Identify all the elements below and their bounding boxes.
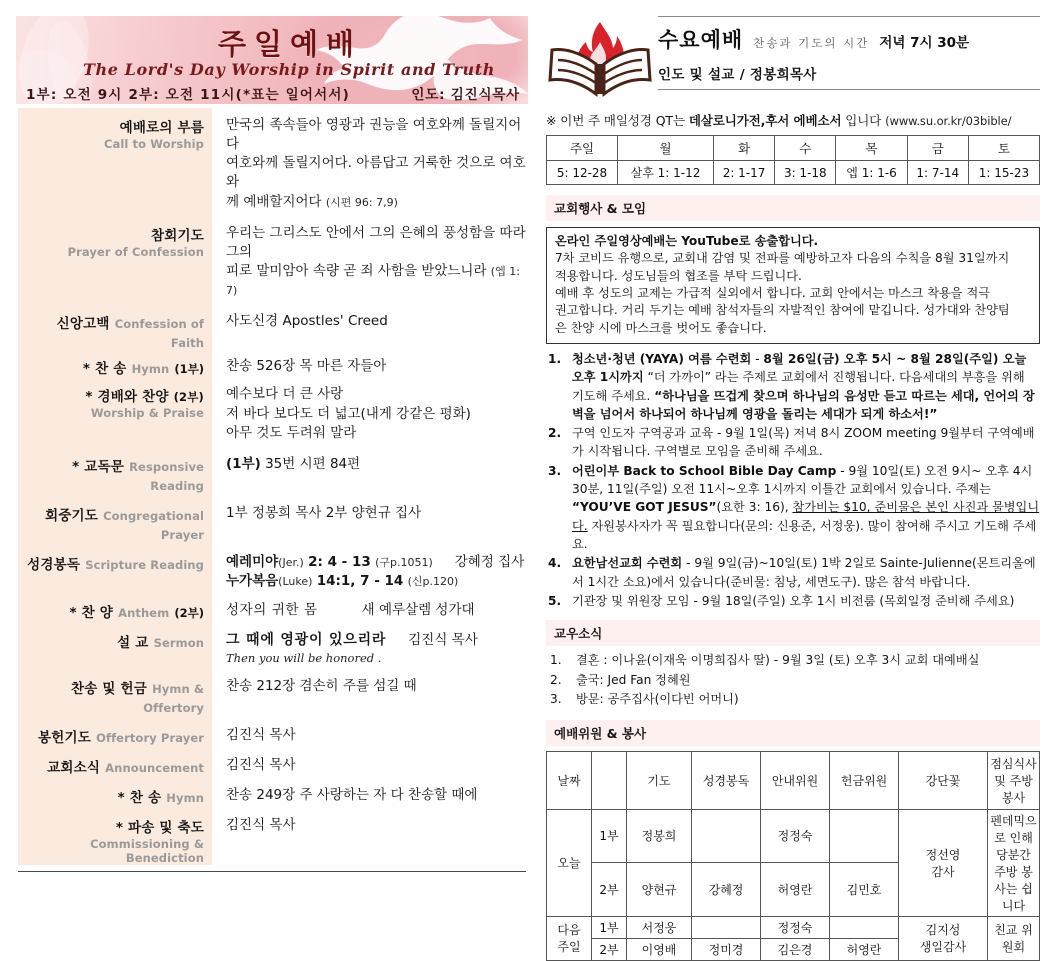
order-row xyxy=(16,776,528,806)
section-header-staff: 예배위원 & 봉사 xyxy=(546,720,1040,746)
order-label: 예배로의 부름 Call to Worship xyxy=(103,120,204,151)
cell-line: 친교 위원회 xyxy=(994,923,1033,955)
cell-line: 생일감사 xyxy=(919,940,967,955)
qt-prefix: ※ 이번 주 매일성경 QT는 xyxy=(546,113,689,128)
wednesday-title: 수요예배 xyxy=(658,28,744,52)
daily-qt-line xyxy=(546,111,1040,129)
section-header-member-news: 교우소식 xyxy=(546,620,1040,646)
order-value-line: 우리는 그리스도 안에서 그의 은혜의 풍성함을 따라 그의 xyxy=(226,224,526,260)
order-label: 찬송 및 헌금 Hymn & Offertory xyxy=(70,681,204,716)
table-cell: 3: 1-18 xyxy=(775,161,836,185)
table-cell: 허영란 xyxy=(761,863,830,917)
order-value-line: 1부 정봉희 목사 2부 양현규 집사 xyxy=(226,504,422,521)
table-cell: 강단꽃 xyxy=(899,751,988,809)
notice-line: 예배 후 성도의 교제는 가급적 실외에서 합니다. 교회 안에서는 마스크 착용을 적극 xyxy=(555,285,991,300)
table-cell: 1: 15-23 xyxy=(968,161,1039,185)
list-item: 방문: 공주집사(이다빈 어머니) xyxy=(576,692,739,707)
table-cell: 허영란 xyxy=(830,938,899,960)
notice-line: 은 찬양 시에 마스크를 벗어도 좋습니다. xyxy=(555,320,767,335)
order-label: * 교독문 Responsive Reading xyxy=(72,458,204,493)
order-value-line: 찬송 526장 목 마른 자들아 xyxy=(226,358,387,375)
order-of-worship xyxy=(16,108,528,865)
table-row xyxy=(547,161,1040,185)
table-cell: 날짜 xyxy=(547,751,592,809)
notice-line: 적용합니다. 성도님들의 협조를 부탁 드립니다. xyxy=(555,268,802,283)
order-label: 성경봉독 Scripture Reading xyxy=(27,556,204,573)
cell-line: 펜데믹으로 인해 당분간 xyxy=(990,813,1037,862)
table-cell: 정정숙 xyxy=(761,916,830,938)
order-value xyxy=(212,756,528,775)
order-value-line: 김진식 목사 xyxy=(226,817,296,834)
table-cell: 점심식사 및 주방봉사 xyxy=(988,751,1040,809)
order-bottom-divider xyxy=(18,871,526,872)
table-cell: 김은경 xyxy=(761,938,830,960)
table-cell xyxy=(830,916,899,938)
qt-suffix: 입니다 xyxy=(841,113,886,128)
order-value xyxy=(212,504,528,523)
order-value-line: 만국의 족속들아 영광과 권능을 여호와께 돌릴지어다 xyxy=(226,117,522,153)
order-value xyxy=(212,816,528,835)
cell-line: 주일 xyxy=(557,940,581,955)
table-cell: 정봉희 xyxy=(627,809,692,863)
announcement-list xyxy=(546,350,1040,610)
cell-line: 정선영 xyxy=(925,847,961,862)
order-value-line: 예레미야(Jer.) 2: 4 - 13 (구p.1051) 강혜정 집사 xyxy=(226,553,525,570)
order-label: 설 교 Sermon xyxy=(117,635,204,652)
order-value-line: 예수보다 더 큰 사랑 xyxy=(226,386,344,403)
table-cell: 강혜정 xyxy=(692,863,761,917)
service-leader: 인도: 김진식목사 xyxy=(411,87,520,103)
order-value-line: 저 바다 보다도 더 넓고(내게 강같은 평화) xyxy=(226,405,471,422)
order-value xyxy=(212,553,528,591)
order-value xyxy=(212,601,528,620)
list-item: 요한남선교회 수련회 - 9월 9일(금)~10일(토) 1박 2일로 Sainte-Julienne(몬트리올에서 1시간 소요)에서 있습니다(준비물: 침낭, 세면도구). 많은 참석 바랍니다. xyxy=(572,556,1036,589)
table-cell: 목 xyxy=(836,136,907,161)
order-label: 회중기도 Congregational Prayer xyxy=(45,507,204,542)
table-cell xyxy=(988,916,1040,960)
table-cell: 1: 7-14 xyxy=(907,161,968,185)
order-row xyxy=(16,716,528,746)
order-rows xyxy=(16,108,528,865)
order-label: 봉헌기도 Offertory Prayer xyxy=(38,730,204,747)
cell-line: 김지성 xyxy=(925,923,961,938)
table-header-row xyxy=(547,751,1040,809)
order-value-line: 김진식 목사 xyxy=(226,727,296,744)
member-news-list xyxy=(546,651,1040,710)
table-cell: 안내위원 xyxy=(761,751,830,809)
wednesday-title-row xyxy=(658,16,1040,54)
order-row xyxy=(16,543,528,591)
table-cell: 성경봉독 xyxy=(692,751,761,809)
table-cell xyxy=(899,916,988,960)
cell-line: 오늘 xyxy=(557,856,581,871)
order-row xyxy=(16,494,528,543)
qt-books: 데살로니가전,후서 에베소서 xyxy=(688,113,842,128)
table-cell: 1부 xyxy=(592,916,627,938)
table-cell xyxy=(899,809,988,916)
table-cell: 2부 xyxy=(592,863,627,917)
service-times-row xyxy=(26,83,520,103)
table-cell: 김민호 xyxy=(830,863,899,917)
order-row xyxy=(16,300,528,351)
notice-line: 권고합니다. 거리 두기는 예배 참석자들의 자발적인 참여에 맡깁니다. 성가대와 찬양팀 xyxy=(555,303,1010,318)
order-label: * 찬 송 Hymn (1부) xyxy=(82,361,204,378)
sunday-title-ko: 주일예배 xyxy=(217,27,363,61)
order-value-line: 김진식 목사 xyxy=(226,757,296,774)
table-cell: 엡 1: 1-6 xyxy=(836,161,907,185)
notice-line: 7차 코비드 유행으로, 교회내 감염 및 전파를 예방하고자 다음의 수칙을 8월 31일까지 xyxy=(555,251,1010,266)
table-cell xyxy=(692,916,761,938)
table-cell: 기도 xyxy=(627,751,692,809)
table-cell xyxy=(692,809,761,863)
table-cell: 월 xyxy=(618,136,714,161)
list-item: 결혼 : 이나윤(이재욱 이명희집사 딸) - 9월 3일 (토) 오후 3시 교회 대예배실 xyxy=(576,653,980,668)
order-row xyxy=(16,746,528,776)
order-row xyxy=(16,621,528,665)
bible-reading-table xyxy=(546,135,1040,185)
order-row xyxy=(16,591,528,621)
order-value-line: (1부) 35번 시편 84편 xyxy=(226,455,361,472)
table-cell: 2: 1-17 xyxy=(713,161,774,185)
table-cell xyxy=(988,809,1040,916)
order-label: 신앙고백 Confession of Faith xyxy=(56,316,204,351)
table-cell xyxy=(592,751,627,809)
order-value xyxy=(212,786,528,805)
wednesday-preacher: 인도 및 설교 / 정봉희목사 xyxy=(658,63,1040,90)
covid-notice-box xyxy=(546,227,1040,344)
notice-body xyxy=(555,250,1031,337)
order-row xyxy=(16,665,528,716)
sunday-worship-column xyxy=(16,16,528,866)
order-value xyxy=(212,224,528,301)
order-value xyxy=(212,312,528,331)
table-cell: 서정웅 xyxy=(627,916,692,938)
list-item: 구역 인도자 구역공과 교육 - 9월 1일(목) 저녁 8시 ZOOM meeting 9월부터 구역예배가 시작됩니다. 구역별로 모임을 준비해 주세요. xyxy=(572,426,1035,459)
qt-url[interactable]: (www.su.or.kr/03bible/ xyxy=(885,114,1012,128)
order-value xyxy=(212,385,528,442)
service-times: 1부: 오전 9시 2부: 오전 11시(*표는 일어서서) xyxy=(26,87,350,103)
table-cell: 헌금위원 xyxy=(830,751,899,809)
order-value xyxy=(212,677,528,696)
table-cell: 이영배 xyxy=(627,938,692,960)
order-label: * 경배와 찬양 (2부) Worship & Praise xyxy=(85,389,204,421)
order-value xyxy=(212,116,528,212)
table-row xyxy=(547,136,1040,161)
order-value-line: 여호와께 돌릴지어다. 아름답고 거룩한 것으로 여호와 xyxy=(226,155,526,191)
order-value-line: 성자의 귀한 몸 새 예루살렘 성가대 xyxy=(226,602,475,619)
order-row xyxy=(16,351,528,377)
table-row xyxy=(547,916,1040,938)
order-label: 교회소식 Announcement xyxy=(47,760,204,777)
sunday-banner xyxy=(16,16,528,104)
order-label: * 찬 양 Anthem (2부) xyxy=(69,605,204,622)
section-header-events: 교회행사 & 모임 xyxy=(546,195,1040,221)
list-item: 청소년·청년 (YAYA) 여름 수련회 - 8월 26일(금) 오후 5시 ~ 8월 28일(주일) 오늘 오후 1시까지 “더 가까이” 라는 주제로 교회에서 진행됩니다. 다음세대의 부흥을 위해 기도해 주세요. “하나님을 뜨겁게 찾으며 하나님의 음성만 듣고 따르는 세대, 언어의 장벽을 넘어서 하나되어 하나님께 영광을 돌리는 세대가 되게 하소서!” xyxy=(572,351,1035,421)
order-label: * 찬 송 Hymn xyxy=(117,790,204,807)
list-item: 출국: Jed Fan 정혜원 xyxy=(576,672,691,687)
sunday-title-en: The Lord's Day Worship in Spirit and Truth xyxy=(82,60,495,79)
table-cell: 수 xyxy=(775,136,836,161)
table-cell: 정미경 xyxy=(692,938,761,960)
order-value xyxy=(212,631,528,665)
cell-line: 다음 xyxy=(557,923,581,938)
order-label: 참회기도 Prayer of Confession xyxy=(67,227,204,259)
table-cell: 주일 xyxy=(547,136,618,161)
flame-over-open-book-icon xyxy=(546,16,654,100)
order-value-line: 찬송 212장 겸손히 주를 섬길 때 xyxy=(226,678,417,695)
order-value-line: 그 때에 영광이 있으리라 김진식 목사 xyxy=(226,632,478,649)
table-row xyxy=(547,809,1040,863)
order-value-line: 께 예배할지어다 (시편 96: 7,9) xyxy=(226,193,398,210)
order-value-line: 찬송 249장 주 사랑하는 자 다 찬송할 때에 xyxy=(226,787,478,804)
wednesday-subtitle: 찬송과 기도의 시간 xyxy=(753,36,870,50)
order-value-line: 피로 말미암아 속량 곧 죄 사함을 받았느니라 (엡 1: 7) xyxy=(226,263,520,298)
order-row xyxy=(16,443,528,494)
order-label: * 파송 및 축도 Commissioning & Benediction xyxy=(90,820,204,866)
wednesday-time: 저녁 7시 30분 xyxy=(879,35,970,51)
cell-line: 주방 봉사는 쉽니다 xyxy=(994,864,1033,913)
list-item: 기관장 및 위원장 모임 - 9월 18일(주일) 오후 1시 비전룸 (목회일정 준비해 주세요) xyxy=(572,593,1015,608)
order-row xyxy=(16,377,528,442)
order-row xyxy=(16,212,528,301)
cell-line: 감사 xyxy=(931,864,955,879)
table-cell xyxy=(830,809,899,863)
list-item: 어린이부 Back to School Bible Day Camp - 9월 10일(토) 오전 9시~ 오후 4시 30분, 11일(주일) 오전 11시~오후 1시까지 이틀간 교회에서 있습니다. 주제는 “YOU’VE GOT JESUS”(요한 3: 16), 참가비는 $10, 준비물은 본인 사진과 물병입니다. 자원봉사자가 꼭 필요합니다(문의: 신용준, 서정웅). 많이 참여해 주시고 기도해 주세요. xyxy=(572,463,1040,551)
table-cell: 토 xyxy=(968,136,1039,161)
table-cell: 양현규 xyxy=(627,863,692,917)
order-row xyxy=(16,806,528,865)
table-cell: 5: 12-28 xyxy=(547,161,618,185)
order-value xyxy=(212,455,528,474)
order-value-subline: Then you will be honored . xyxy=(226,651,382,666)
table-cell xyxy=(547,809,592,916)
table-cell xyxy=(547,916,592,960)
order-value-line: 아무 것도 두려워 말라 xyxy=(226,424,357,441)
table-cell: 1부 xyxy=(592,809,627,863)
order-value xyxy=(212,357,528,376)
table-cell: 화 xyxy=(713,136,774,161)
notice-title: 온라인 주일영상예배는 YouTube로 송출합니다. xyxy=(555,234,819,248)
wednesday-and-news-column xyxy=(546,16,1040,961)
order-value-line: 누가복음(Luke) 14:1, 7 - 14 (신p.120) xyxy=(226,573,459,590)
table-cell: 정정숙 xyxy=(761,809,830,863)
table-cell: 2부 xyxy=(592,938,627,960)
order-value xyxy=(212,726,528,745)
order-value-line: 사도신경 Apostles' Creed xyxy=(226,313,388,330)
order-row xyxy=(16,108,528,212)
worship-staff-table xyxy=(546,751,1040,961)
table-cell: 살후 1: 1-12 xyxy=(618,161,714,185)
wednesday-header xyxy=(546,16,1040,102)
table-cell: 금 xyxy=(907,136,968,161)
wednesday-header-text xyxy=(654,16,1040,90)
